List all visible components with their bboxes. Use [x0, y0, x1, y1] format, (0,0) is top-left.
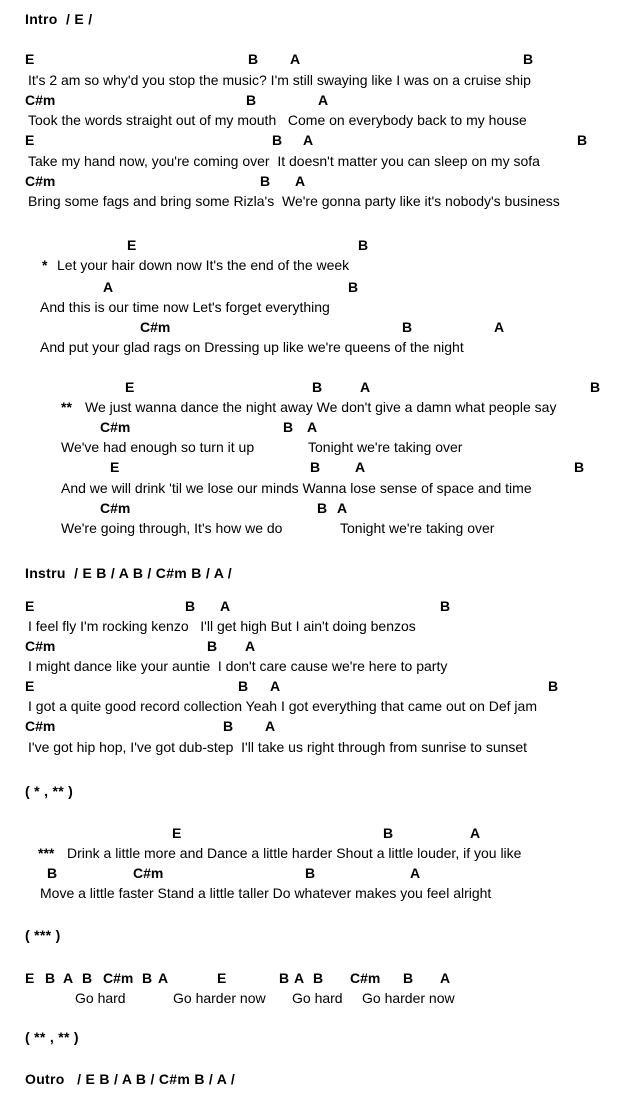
- chord: B: [185, 598, 196, 614]
- chord: B: [283, 419, 294, 435]
- lyric-segment: And we will drink 'til we lose our minds Wanna lose sense of space and time: [61, 480, 532, 496]
- lyric-segment: Tonight we're taking over: [340, 520, 495, 536]
- chord: B: [313, 970, 324, 986]
- chord: B: [548, 678, 559, 694]
- chord: C#m: [25, 638, 56, 654]
- lyric-segment: We're going through, It's how we do: [61, 520, 283, 536]
- chord: B: [272, 132, 283, 148]
- lyric-segment: We've had enough so turn it up: [61, 439, 255, 455]
- chord: A: [295, 173, 306, 189]
- section-header: ( ** , ** ): [25, 1029, 79, 1045]
- lyric-segment: I might dance like your auntie I don't care cause we're here to party: [28, 658, 448, 674]
- chord: C#m: [100, 500, 131, 516]
- chord: B: [383, 825, 394, 841]
- chord: A: [290, 51, 301, 67]
- chord: E: [25, 51, 35, 67]
- chord: A: [355, 459, 366, 475]
- lyric-segment: Bring some fags and bring some Rizla's We're gonna party like it's nobody's business: [28, 193, 560, 209]
- chord: C#m: [103, 970, 134, 986]
- chord: C#m: [350, 970, 381, 986]
- chord: C#m: [25, 173, 56, 189]
- chord: E: [217, 970, 227, 986]
- chord: E: [25, 678, 35, 694]
- lyric-segment: Go hard: [75, 990, 126, 1006]
- chord: B: [142, 970, 153, 986]
- chord: B: [312, 379, 323, 395]
- lyric-segment: It's 2 am so why'd you stop the music? I'm still swaying like I was on a cruise ship: [28, 72, 531, 88]
- lyric-segment: Go harder now: [362, 990, 455, 1006]
- chord: E: [110, 459, 120, 475]
- lyric-segment: Go harder now: [173, 990, 266, 1006]
- chord: A: [63, 970, 74, 986]
- chord: B: [305, 865, 316, 881]
- chord: B: [310, 459, 321, 475]
- chord: E: [125, 379, 135, 395]
- chord: A: [470, 825, 481, 841]
- section-header: ( *** ): [25, 927, 61, 943]
- chord: B: [440, 598, 451, 614]
- chord: B: [248, 51, 259, 67]
- lyric-segment: Go hard: [292, 990, 343, 1006]
- chord: B: [348, 279, 359, 295]
- chord: B: [45, 970, 56, 986]
- chord: A: [270, 678, 281, 694]
- section-header: ( * , ** ): [25, 783, 74, 799]
- lyric-segment: Took the words straight out of my mouth Come on everybody back to my house: [28, 112, 527, 128]
- chord: A: [220, 598, 231, 614]
- chord: A: [245, 638, 256, 654]
- section-header: Outro / E B / A B / C#m B / A /: [25, 1071, 236, 1087]
- chord: B: [577, 132, 588, 148]
- lyric-segment: I got a quite good record collection Yeah I got everything that came out on Def jam: [28, 698, 537, 714]
- lyric-segment: Tonight we're taking over: [308, 439, 463, 455]
- chord: C#m: [133, 865, 164, 881]
- lyric-segment: Let your hair down now It's the end of the week: [57, 257, 350, 273]
- lyric-marker: *: [42, 257, 48, 273]
- lyric-segment: We just wanna dance the night away We don't give a damn what people say: [85, 399, 557, 415]
- chord: A: [303, 132, 314, 148]
- chord: B: [246, 92, 257, 108]
- chord: B: [574, 459, 585, 475]
- lyric-segment: Move a little faster Stand a little taller Do whatever makes you feel alright: [40, 885, 492, 901]
- lyric-marker: ***: [38, 845, 55, 861]
- chord: C#m: [100, 419, 131, 435]
- chord: A: [494, 319, 505, 335]
- chord: B: [260, 173, 271, 189]
- chord: B: [279, 970, 290, 986]
- chord: C#m: [140, 319, 171, 335]
- lyric-segment: And this is our time now Let's forget everything: [40, 299, 330, 315]
- section-header: Instru / E B / A B / C#m B / A /: [25, 565, 232, 581]
- chord: A: [337, 500, 348, 516]
- chord: A: [158, 970, 169, 986]
- chord: B: [82, 970, 93, 986]
- chord: B: [238, 678, 249, 694]
- lyric-segment: And put your glad rags on Dressing up like we're queens of the night: [40, 339, 464, 355]
- chord: C#m: [25, 92, 56, 108]
- chord: E: [25, 970, 35, 986]
- chord: E: [127, 237, 137, 253]
- lyric-segment: I've got hip hop, I've got dub-step I'll take us right through from sunrise to sunset: [28, 739, 528, 755]
- chord: B: [402, 319, 413, 335]
- section-header: Intro / E /: [25, 11, 93, 27]
- chord: B: [590, 379, 601, 395]
- chord: A: [440, 970, 451, 986]
- chord: A: [318, 92, 329, 108]
- chord: A: [307, 419, 318, 435]
- chord: B: [317, 500, 328, 516]
- chord: A: [294, 970, 305, 986]
- chord: B: [358, 237, 369, 253]
- chord: E: [172, 825, 182, 841]
- chord: B: [523, 51, 534, 67]
- chord: B: [403, 970, 414, 986]
- chord: A: [410, 865, 421, 881]
- chord: B: [223, 718, 234, 734]
- chord: A: [103, 279, 114, 295]
- chord: C#m: [25, 718, 56, 734]
- chord: E: [25, 132, 35, 148]
- chord: E: [25, 598, 35, 614]
- lyric-segment: Take my hand now, you're coming over It doesn't matter you can sleep on my sofa: [28, 153, 540, 169]
- lyric-segment: Drink a little more and Dance a little harder Shout a little louder, if you like: [67, 845, 522, 861]
- chord: A: [360, 379, 371, 395]
- chord: B: [207, 638, 218, 654]
- chord: B: [47, 865, 58, 881]
- lyric-marker: **: [61, 399, 72, 415]
- chord: A: [265, 718, 276, 734]
- lyric-segment: I feel fly I'm rocking kenzo I'll get high But I ain't doing benzos: [28, 618, 416, 634]
